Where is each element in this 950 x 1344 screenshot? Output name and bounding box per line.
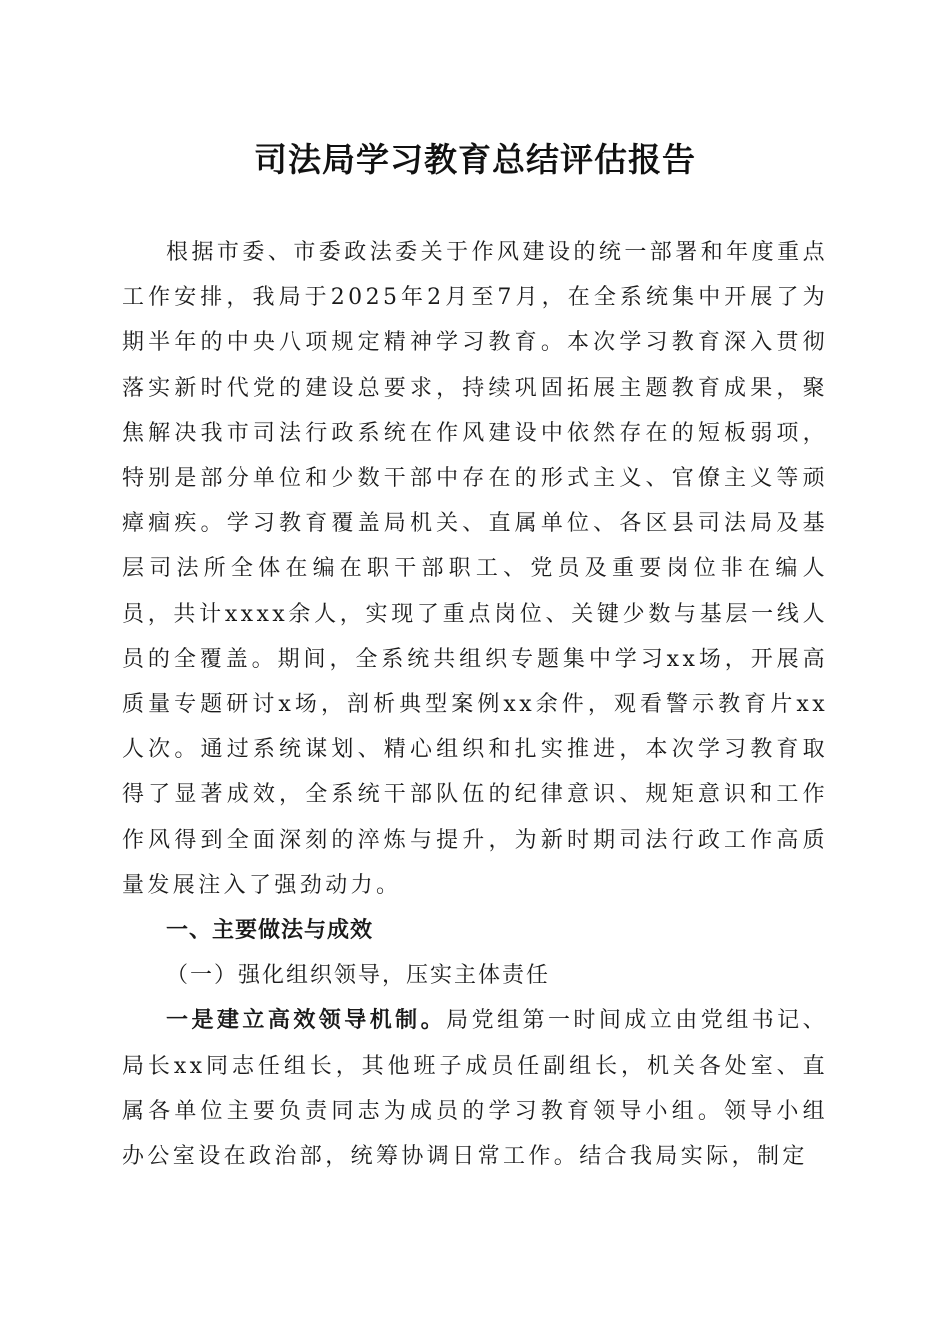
point-1-body: 局党组第一时间成立由党组书记、局长xx同志任组长，其他班子成员任副组长，机关各处室、直属各单位主要负责同志为成员的学习教育领导小组。领导小组办公室设在政治部，统筹协调日常工作。结合我局实际，制定 [122,1008,828,1170]
point-1-lead: 一是建立高效领导机制。 [166,1007,447,1034]
document-title: 司法局学习教育总结评估报告 [254,140,696,179]
point-1-paragraph [122,998,828,1179]
section-heading-1: 一、主要做法与成效 [166,918,374,944]
document-body [122,230,828,1179]
intro-paragraph: 根据市委、市委政法委关于作风建设的统一部署和年度重点工作安排，我局于2025年2月至7月，在全系统集中开展了为期半年的中央八项规定精神学习教育。本次学习教育深入贯彻落实新时代党的建设总要求，持续巩固拓展主题教育成果，聚焦解决我市司法行政系统在作风建设中依然存在的短板弱项，特别是部分单位和少数干部中存在的形式主义、官僚主义等顽瘴痼疾。学习教育覆盖局机关、直属单位、各区县司法局及基层司法所全体在编在职干部职工、党员及重要岗位非在编人员，共计xxxx余人，实现了重点岗位、关键少数与基层一线人员的全覆盖。期间，全系统共组织专题集中学习xx场，开展高质量专题研讨x场，剖析典型案例xx余件，观看警示教育片xx人次。通过系统谋划、精心组织和扎实推进，本次学习教育取得了显著成效，全系统干部队伍的纪律意识、规矩意识和工作作风得到全面深刻的淬炼与提升，为新时期司法行政工作高质量发展注入了强劲动力。 [122,240,828,898]
subsection-heading-1: （一）强化组织领导，压实主体责任 [166,963,551,989]
